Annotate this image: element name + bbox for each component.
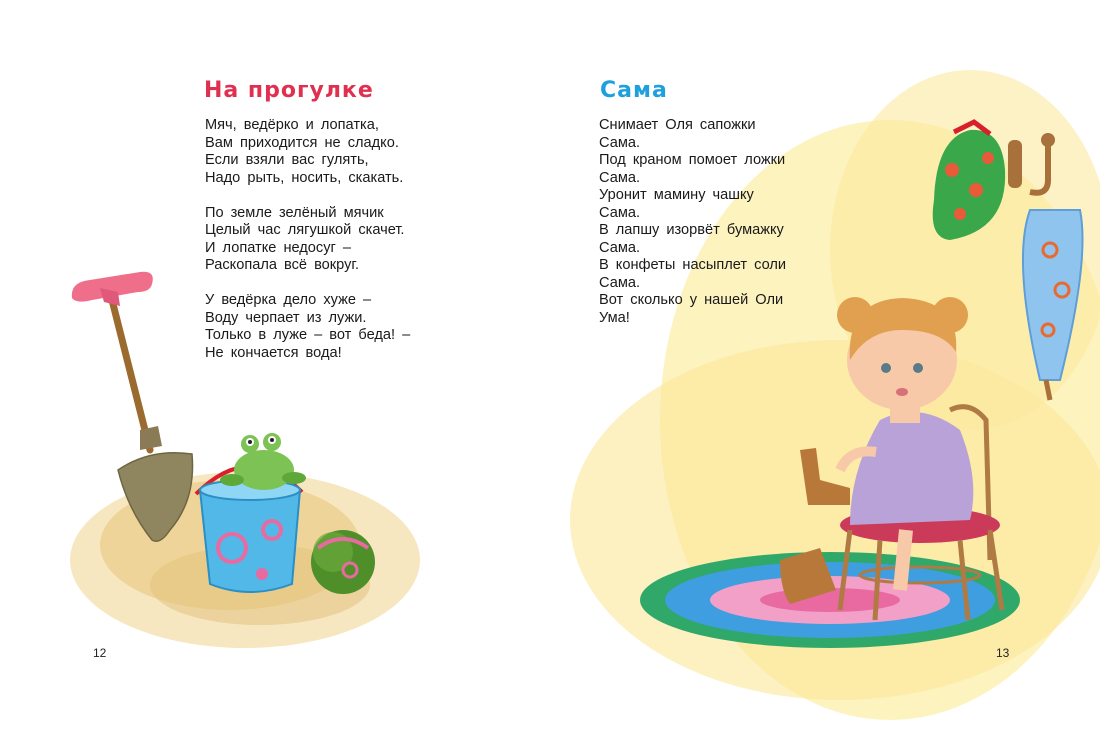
poem-line: И лопатке недосуг – — [205, 239, 352, 256]
page-number-right: 13 — [996, 646, 1010, 660]
poem-line: Раскопала всё вокруг. — [205, 257, 360, 273]
poem-line: Сама. — [599, 274, 641, 291]
page-title-right: Сама — [600, 78, 668, 103]
shovel-illustration — [72, 272, 193, 542]
poem-line: В конфеты насыплет соли — [599, 257, 787, 273]
poem-line: Мяч, ведёрко и лопатка, — [205, 117, 379, 133]
stanza — [205, 292, 410, 362]
poem-line: Воду черпает из лужи. — [205, 309, 367, 326]
poem-line: Вам приходится не сладко. — [205, 134, 399, 151]
right-page — [550, 0, 1100, 729]
poem-line: Сама. — [599, 239, 641, 256]
poem-line: Сама. — [599, 204, 641, 221]
poem-line: Сама. — [599, 134, 641, 151]
poem-line: Вот сколько у нашей Оли — [599, 292, 784, 308]
poem-line: Под краном помоет ложки — [599, 152, 786, 168]
page-number-left: 12 — [93, 646, 107, 660]
poem-line: Если взяли вас гулять, — [205, 152, 369, 168]
stanza — [205, 205, 410, 275]
page-title-left: На прогулке — [204, 78, 374, 103]
poem-line: Ума! — [599, 309, 630, 326]
poem-line: По земле зелёный мячик — [205, 204, 384, 221]
poem-line: Снимает Оля сапожки — [599, 117, 756, 133]
poem-right — [599, 117, 786, 327]
sama-illustration — [550, 0, 1100, 729]
poem-left — [205, 117, 410, 380]
poem-line: Только в луже – вот беда! – — [205, 327, 411, 343]
poem-line: В лапшу изорвёт бумажку — [599, 222, 784, 238]
frog-illustration — [220, 433, 306, 490]
stanza — [205, 117, 410, 187]
poem-line: Надо рыть, носить, скакать. — [205, 169, 404, 186]
poem-line: Уронит мамину чашку — [599, 187, 754, 203]
poem-line: Не кончается вода! — [205, 344, 342, 361]
poem-line: У ведёрка дело хуже – — [205, 292, 372, 308]
poem-line: Целый час лягушкой скачет. — [205, 222, 405, 238]
poem-line: Сама. — [599, 169, 641, 186]
ball-illustration — [311, 530, 375, 594]
